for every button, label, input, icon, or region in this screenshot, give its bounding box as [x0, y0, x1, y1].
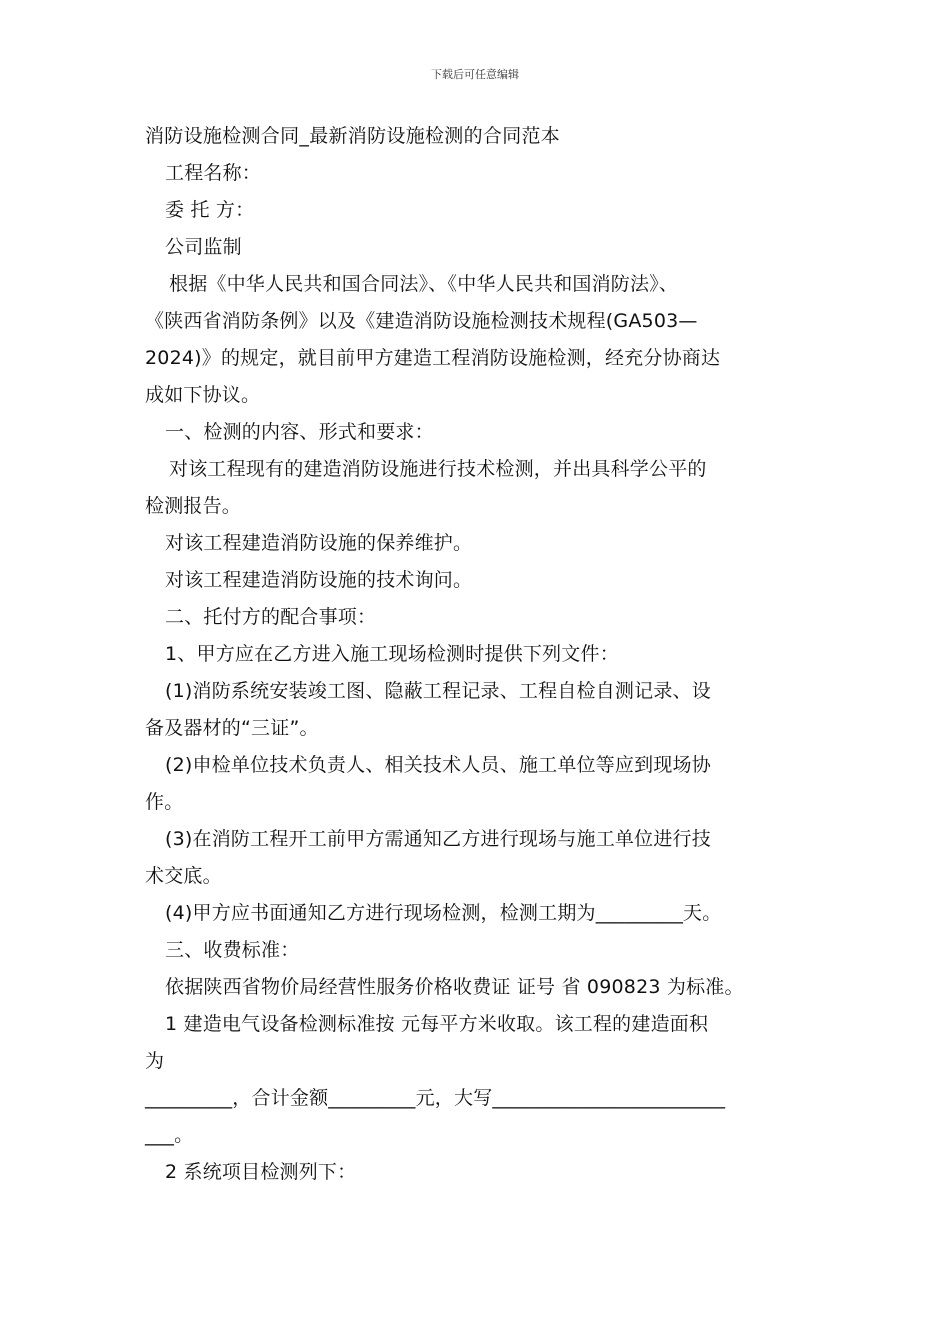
text-line: 1 建造电气设备检测标准按 元每平方米收取。该工程的建造面积: [165, 1013, 709, 1035]
text-line: 对该工程现有的建造消防设施进行技术检测，并出具科学公平的: [169, 458, 707, 480]
text-line: 委 托 方：: [165, 199, 255, 221]
text-line: (1)消防系统安装竣工图、隐蔽工程记录、工程自检自测记录、设: [165, 680, 711, 702]
text-line: 依据陕西省物价局经营性服务价格收费证 证号 省 090823 为标准。: [165, 976, 744, 998]
text-line: 作。: [145, 791, 184, 813]
text-line: 为: [145, 1050, 165, 1072]
document-paragraphs: [145, 155, 815, 1191]
text-line: 术交底。: [145, 865, 222, 887]
text-line: 对该工程建造消防设施的保养维护。: [165, 532, 473, 554]
text-line: (3)在消防工程开工前甲方需通知乙方进行现场与施工单位进行技: [165, 828, 711, 850]
text-line: 成如下协议。: [145, 384, 261, 406]
text-line: 检测报告。: [145, 495, 242, 517]
text-line: 备及器材的“三证”。: [145, 717, 319, 739]
text-line: 2 系统项目检测列下：: [165, 1161, 357, 1183]
text-line: (2)申检单位技术负责人、相关技术人员、施工单位等应到现场协: [165, 754, 711, 776]
text-line: 二、托付方的配合事项：: [165, 606, 377, 628]
text-line: 《陕西省消防条例》以及《建造消防设施检测技术规程(GA503—: [145, 310, 698, 332]
text-line: ___。: [145, 1124, 194, 1146]
text-line: 公司监制: [165, 236, 242, 258]
text-line: 对该工程建造消防设施的技术询问。: [165, 569, 473, 591]
text-line: 1、甲方应在乙方进入施工现场检测时提供下列文件：: [165, 643, 619, 665]
document-title: 消防设施检测合同_最新消防设施检测的合同范本: [145, 125, 561, 147]
text-line: 根据《中华人民共和国合同法》、《中华人民共和国消防法》、: [169, 273, 679, 295]
text-line: 工程名称：: [165, 162, 262, 184]
document-body: [145, 118, 815, 1191]
text-line: 一、检测的内容、形式和要求：: [165, 421, 434, 443]
text-line: _________，合计金额_________元，大写________________________: [145, 1087, 726, 1109]
text-line: (4)甲方应书面通知乙方进行现场检测，检测工期为_________天。: [165, 902, 722, 924]
text-line: 2024)》的规定，就目前甲方建造工程消防设施检测，经充分协商达: [145, 347, 721, 369]
page-header-note: 下载后可任意编辑: [431, 68, 519, 81]
text-line: 三、收费标准：: [165, 939, 300, 961]
